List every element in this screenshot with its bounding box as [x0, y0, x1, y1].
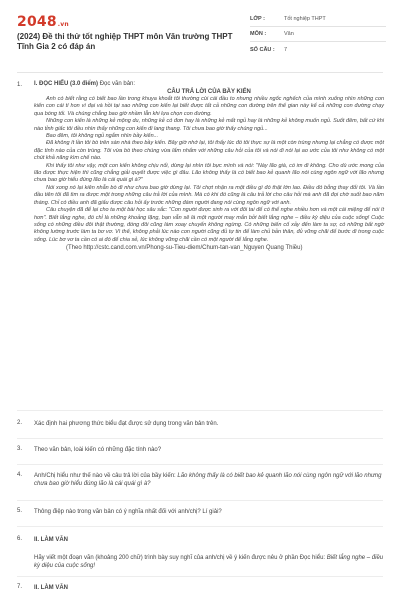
logo-text: 2048	[17, 14, 57, 30]
passage-paragraph: Khi thấy tôi như vậy, một con kiến không chịu nổi, dừng lại nhìn tôi bực mình và nói: "Này lão già, có im đi không. Cho dù ước mong của lão được thực hiện thì cũng chẳng giải quyết được việc gì đâu. Lão không thấy là có biết bao kẻ quanh lão nói cùng ngôn ngữ với lão nhưng chưa bao giờ hiểu đúng lão là cái quái gì à?"	[34, 162, 384, 184]
section-title: II. LÀM VĂN	[34, 537, 68, 543]
meta-key: LỚP :	[250, 16, 265, 22]
document-meta-table	[250, 12, 386, 57]
question-body	[34, 80, 384, 252]
question-number: 3.	[17, 446, 23, 452]
reading-heading	[34, 80, 384, 88]
question-separator	[17, 438, 383, 439]
question-quote: Biết lắng nghe – điều kỳ diệu của cuộc sống!	[34, 555, 384, 569]
question-text-prefix: Hãy viết một đoạn văn (khoảng 200 chữ) trình bày suy nghĩ của anh/chị về ý kiến được nêu ở phần Đọc hiểu:	[34, 555, 327, 561]
question-text: Thông điệp nào trong văn bản có ý nghĩa nhất đối với anh/chị? Lí giải?	[34, 509, 222, 515]
meta-value: Văn	[284, 31, 294, 37]
meta-row-class	[250, 12, 386, 27]
question-text: Xác định hai phương thức biểu đạt được sử dụng trong văn bản trên.	[34, 421, 219, 427]
meta-value: Tốt nghiệp THPT	[284, 16, 326, 22]
header-divider	[17, 72, 383, 73]
meta-value: 7	[284, 46, 288, 53]
passage-source: (Theo http://cstc.cand.com.vn/Phong-su-Tieu-diem/Chum-tan-van_Nguyen Quang Thiều)	[66, 245, 303, 252]
document-title: (2024) Đề thi thử tốt nghiệp THPT môn Văn trường THPT Tĩnh Gia 2 có đáp án	[17, 32, 233, 51]
meta-key: SỐ CÂU :	[250, 46, 275, 53]
question-text: Theo văn bản, loài kiến có những đặc tính nào?	[34, 447, 162, 453]
question-text	[34, 554, 384, 570]
section-title: I. ĐỌC HIỂU (3.0 điểm)	[34, 81, 99, 87]
question-number: 2.	[17, 420, 23, 426]
question-body	[34, 536, 384, 570]
passage-paragraph: Đã không ít lần tôi bò trên sàn nhà theo bầy kiến. Bây giờ nhớ lại, tôi thấy lúc đó tôi thực sự là một còn trùng nhưng lại chẳng có được một đặc tính nào của còn trùng. Tôi vừa bò theo chúng vừa lẩm nhẩm với những câu hỏi của tôi và nói đi nói lại ao ước của tôi như không có một chút khả năng kìm chế nào.	[34, 140, 384, 162]
question-number: 1.	[17, 82, 23, 88]
question-text	[34, 472, 384, 488]
passage-title: CÂU TRẢ LỜI CỦA BẦY KIẾN	[167, 89, 251, 95]
passage-paragraph: Những con kiến là những kẻ mộng du, những kẻ có đơn hay là những kẻ mất ngủ hay là những kẻ không muốn ngủ. Suốt đêm, bất cứ khi nào tỉnh giấc tôi đều nhìn thấy những con kiến đi lang thang. Tôi chưa bao giờ thấy chúng ngủ...	[34, 118, 384, 132]
passage-paragraph: Câu chuyện đã để lại cho ta một bài học sâu sắc: "Con người được sinh ra với đôi tai để có thể nghe nhiều hơn và một cái miệng để nói ít hơn". Biết lắng nghe, đó chỉ là những khoảng lặng, bạn vẫn sẽ là một người may mắn bởi biết lắng nghe – điều kỳ diệu của cuộc sống! Cuộc sống có những điều đôi thật thường, đóng đôi cũng làm xoay chuyển không ngừng. Có những biến cố xảy đến làm ta sợ, có những bất ngờ không lường trước làm ta bơ vơ. Vì thế, không phải lúc nào con người cũng đủ tự tin để làm chủ bản thân, đủ vững chãi để bước đi trong cuộc sống. Lúc bơ vơ ta cần có ai đó để chia sẻ, lúc không vững chãi cần có một người để lắng nghe.	[34, 207, 384, 243]
site-logo[interactable]	[17, 14, 69, 30]
question-number: 6.	[17, 536, 23, 542]
instruction-text: Đọc văn bản:	[99, 81, 136, 87]
passage-paragraph: Nói xong nó lại kiên nhẫn bò đi như chưa bao giờ dừng lại. Tôi chợt nhận ra một điều gì đó thật lớn lao. Điều đó bỗng thay đổi tôi. Và lần đầu tiên tôi đã tìm ra được một trong những câu trả lời của mình. Mà có khi đó cũng là câu trả lời cho câu hỏi mà anh đã đọi chờ suốt bao năm tháng. Chỉ có điều anh đã giấu được câu hỏi ấy trước những đám người đang nói cùng ngôn ngữ với anh.	[34, 184, 384, 206]
question-separator	[17, 500, 383, 501]
question-number: 7.	[17, 584, 23, 590]
logo-suffix: .vn	[57, 21, 69, 28]
section-title: II. LÀM VĂN	[34, 585, 68, 591]
meta-row-subject	[250, 27, 386, 42]
question-separator	[17, 526, 383, 527]
question-number: 4.	[17, 472, 23, 478]
meta-row-question-count	[250, 42, 386, 57]
question-separator	[17, 410, 383, 411]
question-separator	[17, 576, 383, 577]
question-text-prefix: Anh/Chị hiểu như thế nào về câu trả lời của bầy kiến:	[34, 473, 178, 479]
question-number: 5.	[17, 508, 23, 514]
meta-key: MÔN :	[250, 31, 267, 37]
question-quote: Lão không thấy là có biết bao kẻ quanh lão nói cùng ngôn ngữ với lão nhưng chưa bao giờ hiểu đúng lão là cái quái gì à?	[34, 473, 382, 487]
passage-paragraph: Bao đêm, tôi không ngủ ngắm nhìn bầy kiến...	[46, 133, 159, 140]
passage-paragraph: Anh có biết rằng có biết bao lần trong khuya khoắt tôi thường cùi cái đầu to nhưng nhiều ngốc nghếch của mình xuống nhìn những con kiến con cái tí hon vì đại và hồi tại sao những con kiến lại biết được tất cả những con đường trên thế gian này kể cả những con đường chạy qua bóng tối. Và chúng chẳng bao giờ nhầm lẫn khi lựa chọn con đường.	[34, 96, 384, 117]
page-header	[0, 0, 400, 66]
question-separator	[17, 464, 383, 465]
